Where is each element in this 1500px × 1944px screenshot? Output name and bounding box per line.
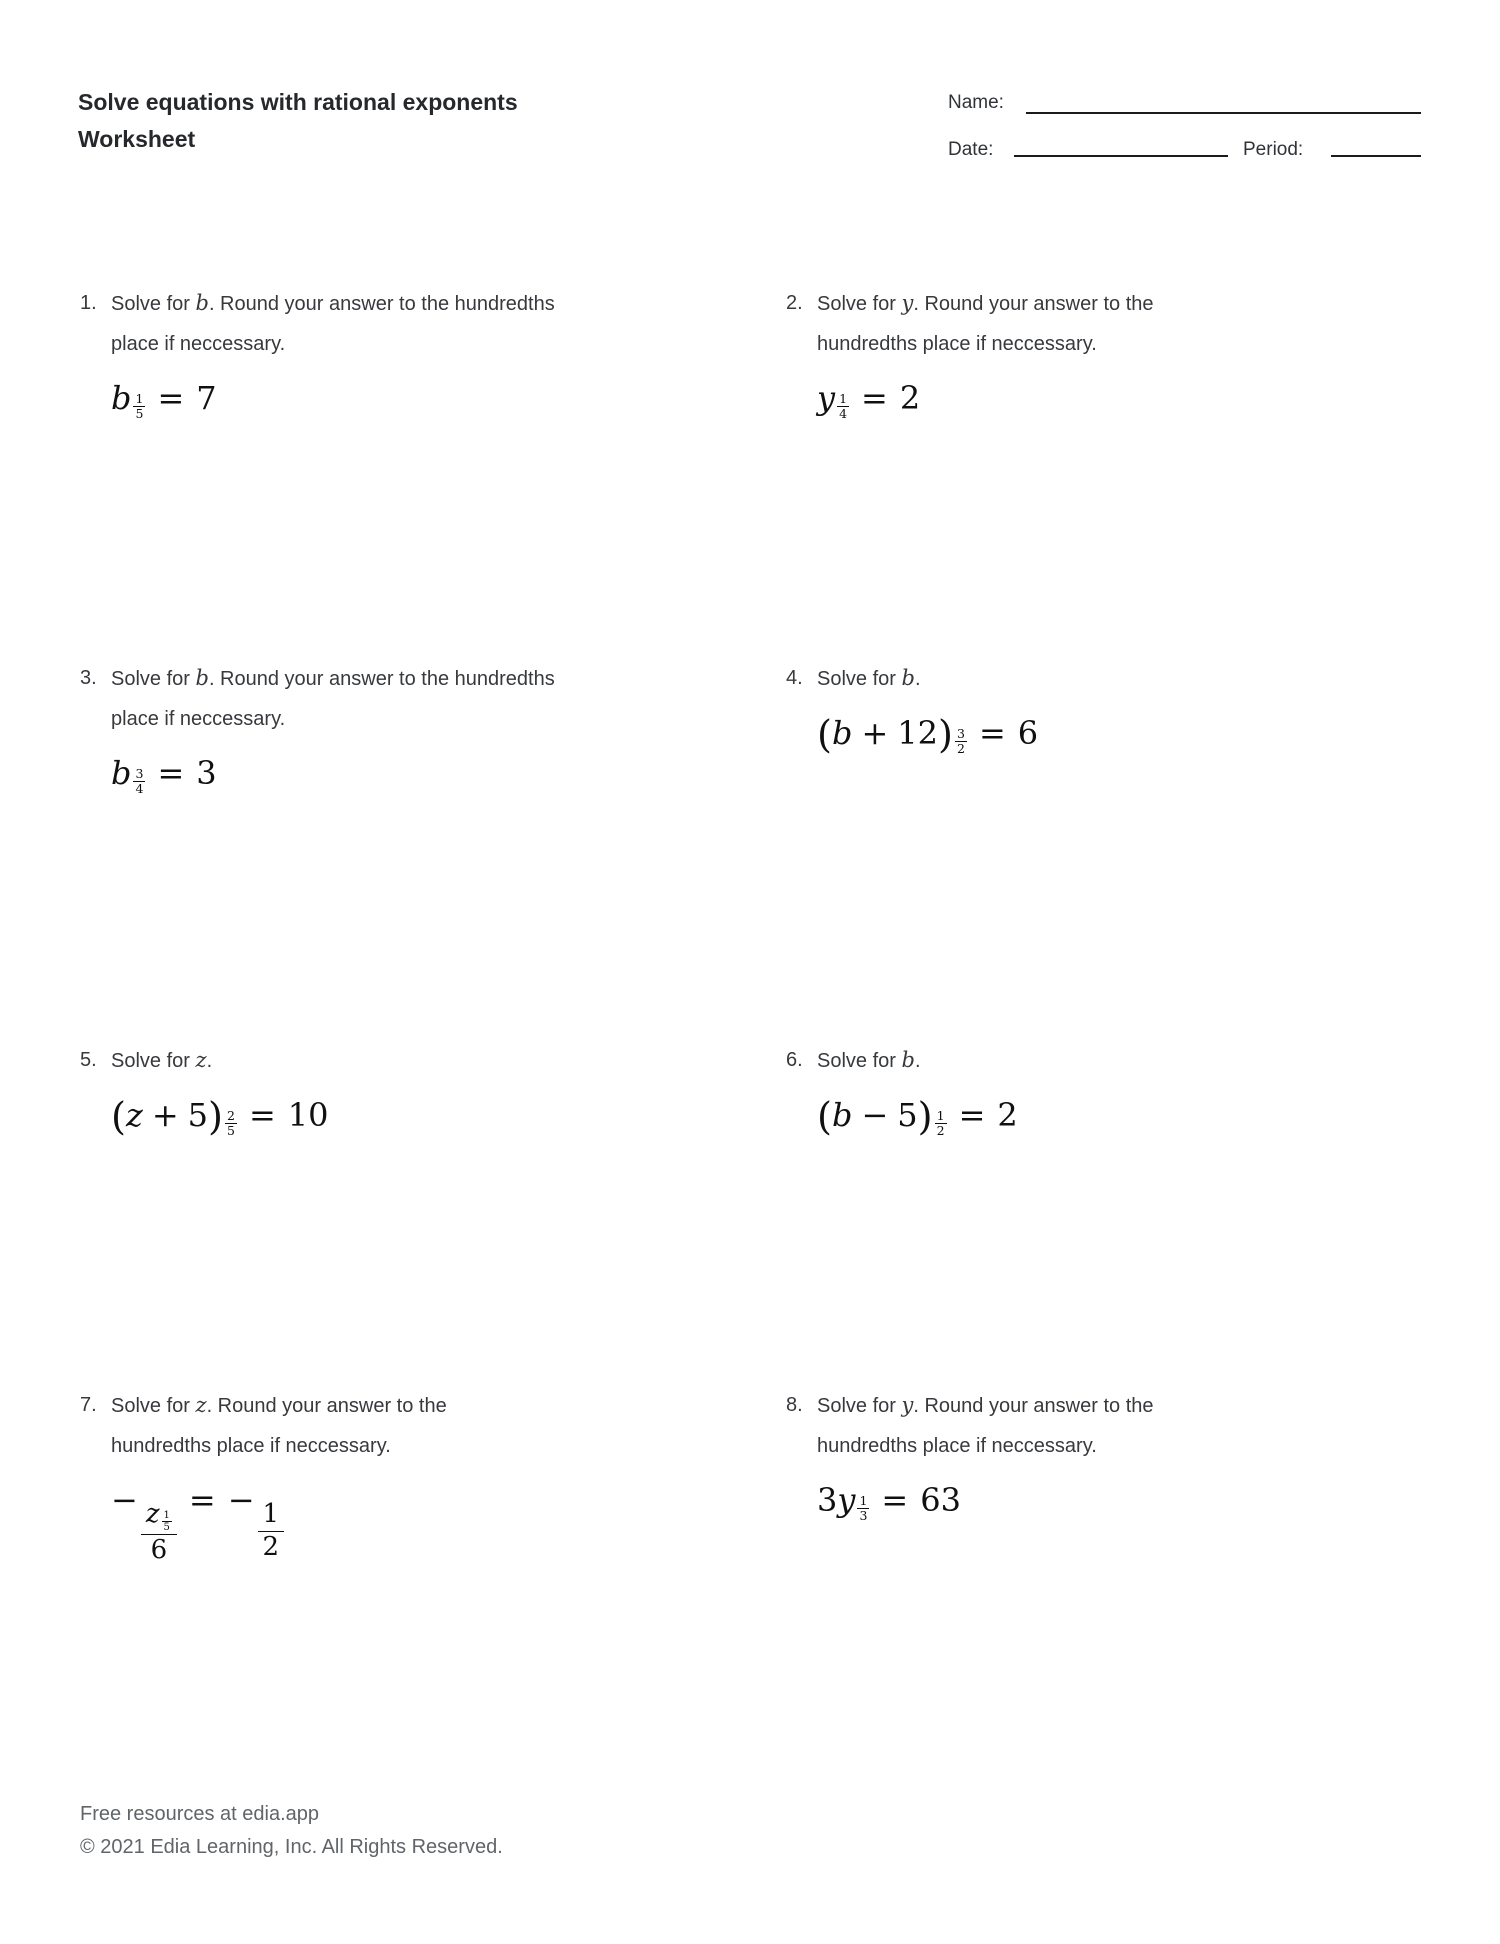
math-exponent-fraction — [133, 767, 145, 796]
equation — [817, 1091, 1426, 1139]
problem-prompt — [786, 1385, 1426, 1466]
date-blank-line — [1014, 155, 1228, 157]
prompt-text: . Round your answer to the — [206, 1395, 447, 1417]
prompt-line2: hundredths place if neccessary. — [817, 1435, 1097, 1457]
math-variable: y — [817, 379, 836, 417]
prompt-text: Solve for — [817, 293, 902, 315]
prompt-line2: hundredths place if neccessary. — [111, 1435, 391, 1457]
math-fraction-denominator — [258, 1532, 285, 1563]
math-number: 6 — [1017, 714, 1039, 752]
math-exponent-fraction — [857, 1494, 869, 1523]
name-label: Name: — [948, 92, 1004, 113]
problem-number: 7. — [80, 1394, 97, 1416]
prompt-text: Solve for — [817, 1050, 902, 1072]
prompt-line2: place if neccessary. — [111, 708, 286, 730]
prompt-variable: b — [901, 1048, 915, 1072]
problem-number: 5. — [80, 1049, 97, 1071]
math-fraction-denominator: 4 — [135, 781, 144, 796]
math-fraction-numerator — [258, 1500, 285, 1532]
problem-8 — [786, 1385, 1426, 1524]
problem-prompt — [80, 658, 720, 739]
prompt-line1 — [817, 658, 1426, 699]
prompt-line1 — [111, 283, 720, 324]
problem-number: 3. — [80, 667, 97, 689]
prompt-line2: place if neccessary. — [111, 333, 286, 355]
equation — [817, 1476, 1426, 1524]
date-label: Date: — [948, 139, 994, 160]
math-number: 2 — [997, 1096, 1018, 1134]
math-operator: − — [861, 1096, 889, 1134]
prompt-text: . Round your answer to the — [913, 293, 1154, 315]
problem-number: 4. — [786, 667, 803, 689]
prompt-variable: y — [901, 1393, 914, 1417]
math-fraction-denominator: 5 — [135, 406, 144, 421]
problem-1 — [80, 283, 720, 422]
math-number: 1 — [262, 1498, 280, 1529]
footer-copyright-text: © 2021 Edia Learning, Inc. All Rights Reserved. — [80, 1836, 503, 1858]
math-variable: z — [125, 1096, 143, 1134]
math-relation: = — [978, 714, 1006, 752]
prompt-variable: b — [901, 666, 915, 690]
math-number: 6 — [150, 1535, 168, 1566]
math-number: 2 — [262, 1531, 280, 1562]
math-operator: + — [151, 1096, 179, 1134]
math-paren: ( — [817, 712, 832, 758]
math-fraction — [258, 1500, 285, 1563]
prompt-line1 — [817, 1040, 1426, 1081]
math-number: 2 — [899, 379, 921, 417]
math-fraction-denominator: 4 — [839, 406, 848, 421]
math-fraction-numerator: 1 — [135, 391, 144, 406]
math-relation: = — [881, 1481, 909, 1519]
prompt-variable: y — [901, 291, 914, 315]
equation — [111, 1476, 720, 1566]
worksheet-title-line2: Worksheet — [78, 126, 196, 152]
prompt-line1 — [111, 1385, 720, 1426]
math-fraction — [141, 1500, 177, 1566]
footer-resources-text: Free resources at edia.app — [80, 1803, 320, 1825]
math-relation: = — [157, 379, 185, 417]
equation — [817, 374, 1426, 422]
math-fraction-denominator: 2 — [956, 741, 965, 756]
prompt-line2: hundredths place if neccessary. — [817, 333, 1097, 355]
math-fraction-numerator: 1 — [936, 1108, 945, 1123]
math-fraction-denominator: 2 — [936, 1123, 945, 1138]
prompt-text: Solve for — [111, 1395, 196, 1417]
worksheet-title-line1: Solve equations with rational exponents — [78, 89, 518, 115]
math-number: 3 — [817, 1481, 838, 1519]
math-paren: ( — [111, 1094, 126, 1140]
math-fraction-denominator — [146, 1535, 173, 1566]
problem-number: 1. — [80, 292, 97, 314]
math-variable: b — [831, 1096, 853, 1134]
prompt-text: . — [914, 668, 921, 690]
problem-prompt — [80, 283, 720, 364]
problem-number: 8. — [786, 1394, 803, 1416]
prompt-variable: z — [195, 1393, 207, 1417]
math-variable: z — [145, 1498, 160, 1529]
problem-prompt — [80, 1040, 720, 1081]
prompt-variable: z — [195, 1048, 207, 1072]
problem-2 — [786, 283, 1426, 422]
equation — [817, 709, 1426, 757]
math-variable: b — [831, 714, 853, 752]
math-number: 12 — [897, 714, 938, 752]
prompt-line1 — [817, 283, 1426, 324]
prompt-text: Solve for — [111, 668, 196, 690]
math-exponent-fraction — [133, 392, 145, 421]
math-variable: b — [111, 379, 132, 417]
math-fraction-numerator: 2 — [227, 1108, 235, 1123]
math-relation: = — [188, 1481, 216, 1519]
math-relation: = — [157, 754, 185, 792]
problem-5 — [80, 1040, 720, 1139]
problem-4 — [786, 658, 1426, 757]
math-number: 3 — [196, 754, 217, 792]
math-minus-sign: − — [227, 1481, 255, 1519]
prompt-text: Solve for — [817, 668, 902, 690]
equation — [111, 749, 720, 797]
math-paren: ( — [817, 1094, 832, 1140]
math-exponent-fraction — [225, 1109, 237, 1138]
period-blank-line — [1331, 155, 1421, 157]
prompt-text: . Round your answer to the — [913, 1395, 1154, 1417]
problem-3 — [80, 658, 720, 797]
math-number: 63 — [920, 1481, 961, 1519]
problem-7 — [80, 1385, 720, 1566]
prompt-line1 — [111, 658, 720, 699]
math-exponent-fraction — [162, 1510, 172, 1533]
prompt-text: . Round your answer to the hundredths — [208, 668, 555, 690]
math-fraction-numerator: 3 — [956, 726, 965, 741]
prompt-variable: b — [195, 291, 209, 315]
math-relation: = — [861, 379, 888, 417]
math-fraction-numerator: 1 — [163, 1509, 170, 1521]
problem-number: 6. — [786, 1049, 803, 1071]
math-fraction-numerator: 1 — [839, 391, 848, 406]
prompt-text: Solve for — [817, 1395, 902, 1417]
math-operator: + — [861, 714, 889, 752]
math-relation: = — [248, 1096, 276, 1134]
prompt-text: Solve for — [111, 293, 196, 315]
math-fraction-numerator — [141, 1500, 177, 1535]
name-blank-line — [1026, 112, 1421, 114]
math-number: 10 — [287, 1096, 329, 1134]
math-minus-sign: − — [111, 1481, 138, 1519]
math-exponent-fraction — [837, 392, 849, 421]
prompt-line1 — [111, 1040, 720, 1081]
math-paren: ) — [208, 1094, 223, 1140]
worksheet-title — [78, 84, 518, 158]
equation — [111, 374, 720, 422]
math-paren: ) — [917, 1094, 933, 1140]
page-footer — [80, 1798, 503, 1864]
prompt-line1 — [817, 1385, 1426, 1426]
math-fraction-numerator: 1 — [859, 1493, 868, 1508]
math-fraction-numerator: 3 — [135, 766, 144, 781]
problem-6 — [786, 1040, 1426, 1139]
math-variable: y — [837, 1481, 856, 1519]
problem-number: 2. — [786, 292, 803, 314]
problem-prompt — [786, 658, 1426, 699]
math-fraction-denominator: 5 — [227, 1123, 235, 1138]
math-number: 7 — [196, 379, 217, 417]
prompt-text: Solve for — [111, 1050, 196, 1072]
math-exponent-fraction — [935, 1109, 947, 1138]
math-number: 5 — [897, 1096, 918, 1134]
math-fraction-denominator: 5 — [163, 1522, 170, 1534]
period-label: Period: — [1243, 139, 1304, 160]
problem-prompt — [80, 1385, 720, 1466]
math-relation: = — [958, 1096, 986, 1134]
problem-prompt — [786, 283, 1426, 364]
prompt-text: . — [914, 1050, 921, 1072]
math-exponent-fraction — [955, 727, 967, 756]
math-paren: ) — [938, 712, 953, 758]
problem-prompt — [786, 1040, 1426, 1081]
math-number: 5 — [187, 1096, 209, 1134]
math-variable: b — [111, 754, 132, 792]
math-fraction-denominator: 3 — [859, 1508, 868, 1523]
prompt-text: . — [206, 1050, 213, 1072]
prompt-text: . Round your answer to the hundredths — [208, 293, 555, 315]
prompt-variable: b — [195, 666, 209, 690]
equation — [111, 1091, 720, 1139]
